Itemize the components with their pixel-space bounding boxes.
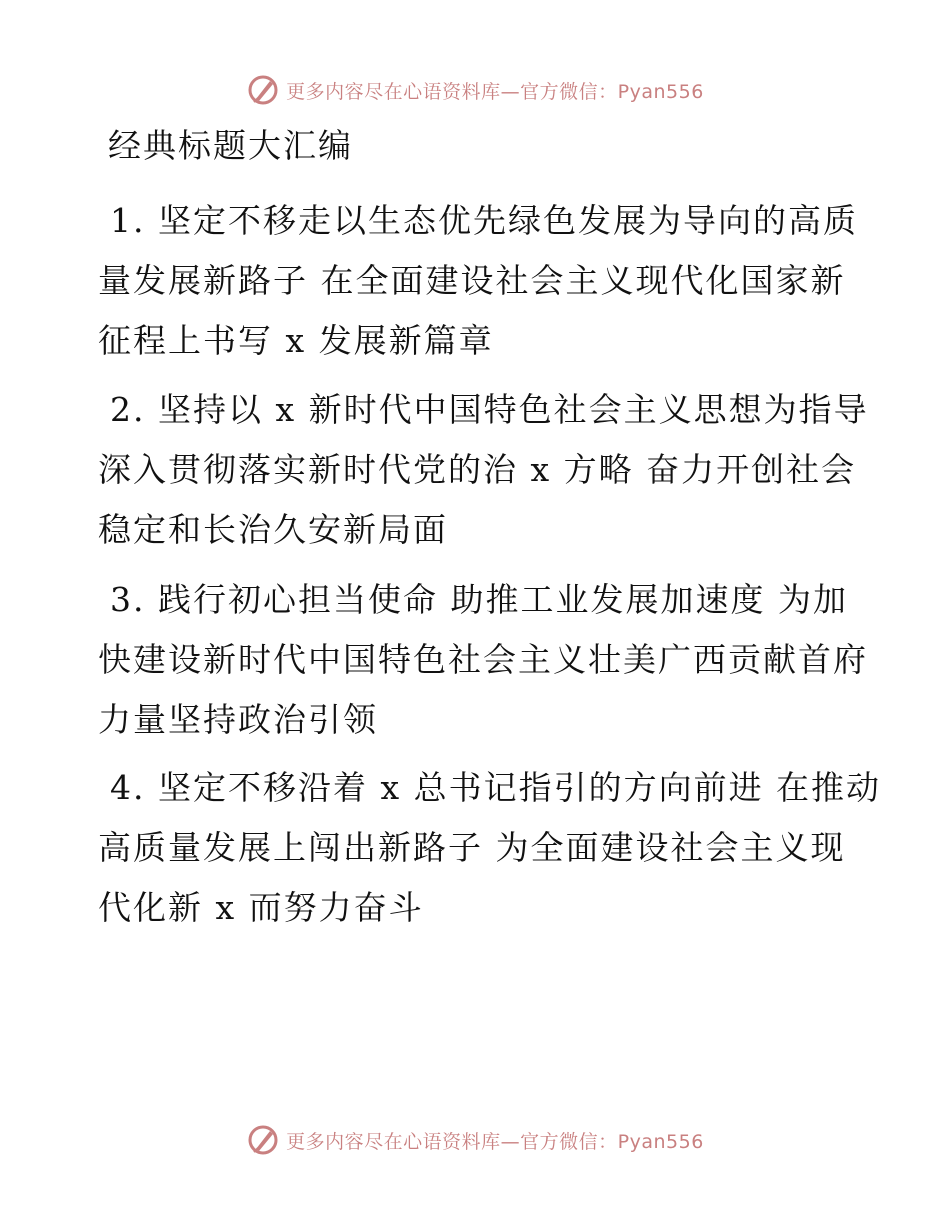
headline-line: 代化新 x 而努力奋斗 [98, 888, 424, 927]
header-watermark [0, 70, 950, 110]
headline-line: 稳定和长治久安新局面 [98, 510, 448, 549]
watermark-text: 更多内容尽在心语资料库—官方微信：Pyan556 [286, 1130, 704, 1153]
headline-line: 力量坚持政治引领 [98, 700, 378, 739]
watermark-text: 更多内容尽在心语资料库—官方微信：Pyan556 [286, 80, 704, 103]
quill-pen-logo-icon [246, 73, 280, 107]
headline-line: 1. 坚定不移走以生态优先绿色发展为导向的高质 [110, 201, 858, 240]
quill-pen-logo-icon [246, 1123, 280, 1157]
headline-line: 4. 坚定不移沿着 x 总书记指引的方向前进 在推动 [110, 768, 882, 807]
headline-line: 高质量发展上闯出新路子 为全面建设社会主义现 [98, 828, 846, 867]
headline-line: 3. 践行初心担当使命 助推工业发展加速度 为加 [110, 580, 848, 619]
footer-watermark [0, 1120, 950, 1160]
headline-line: 快建设新时代中国特色社会主义壮美广西贡献首府 [98, 640, 868, 679]
headline-item [98, 570, 868, 750]
headline-line: 深入贯彻落实新时代党的治 x 方略 奋力开创社会 [98, 450, 857, 489]
headline-line: 2. 坚持以 x 新时代中国特色社会主义思想为指导 [110, 390, 869, 429]
headline-line: 征程上书写 x 发展新篇章 [98, 321, 494, 360]
headline-item [98, 758, 882, 938]
headline-item [98, 191, 858, 371]
headline-line: 量发展新路子 在全面建设社会主义现代化国家新 [98, 261, 846, 300]
document-title: 经典标题大汇编 [108, 126, 353, 165]
headline-item [98, 380, 869, 560]
